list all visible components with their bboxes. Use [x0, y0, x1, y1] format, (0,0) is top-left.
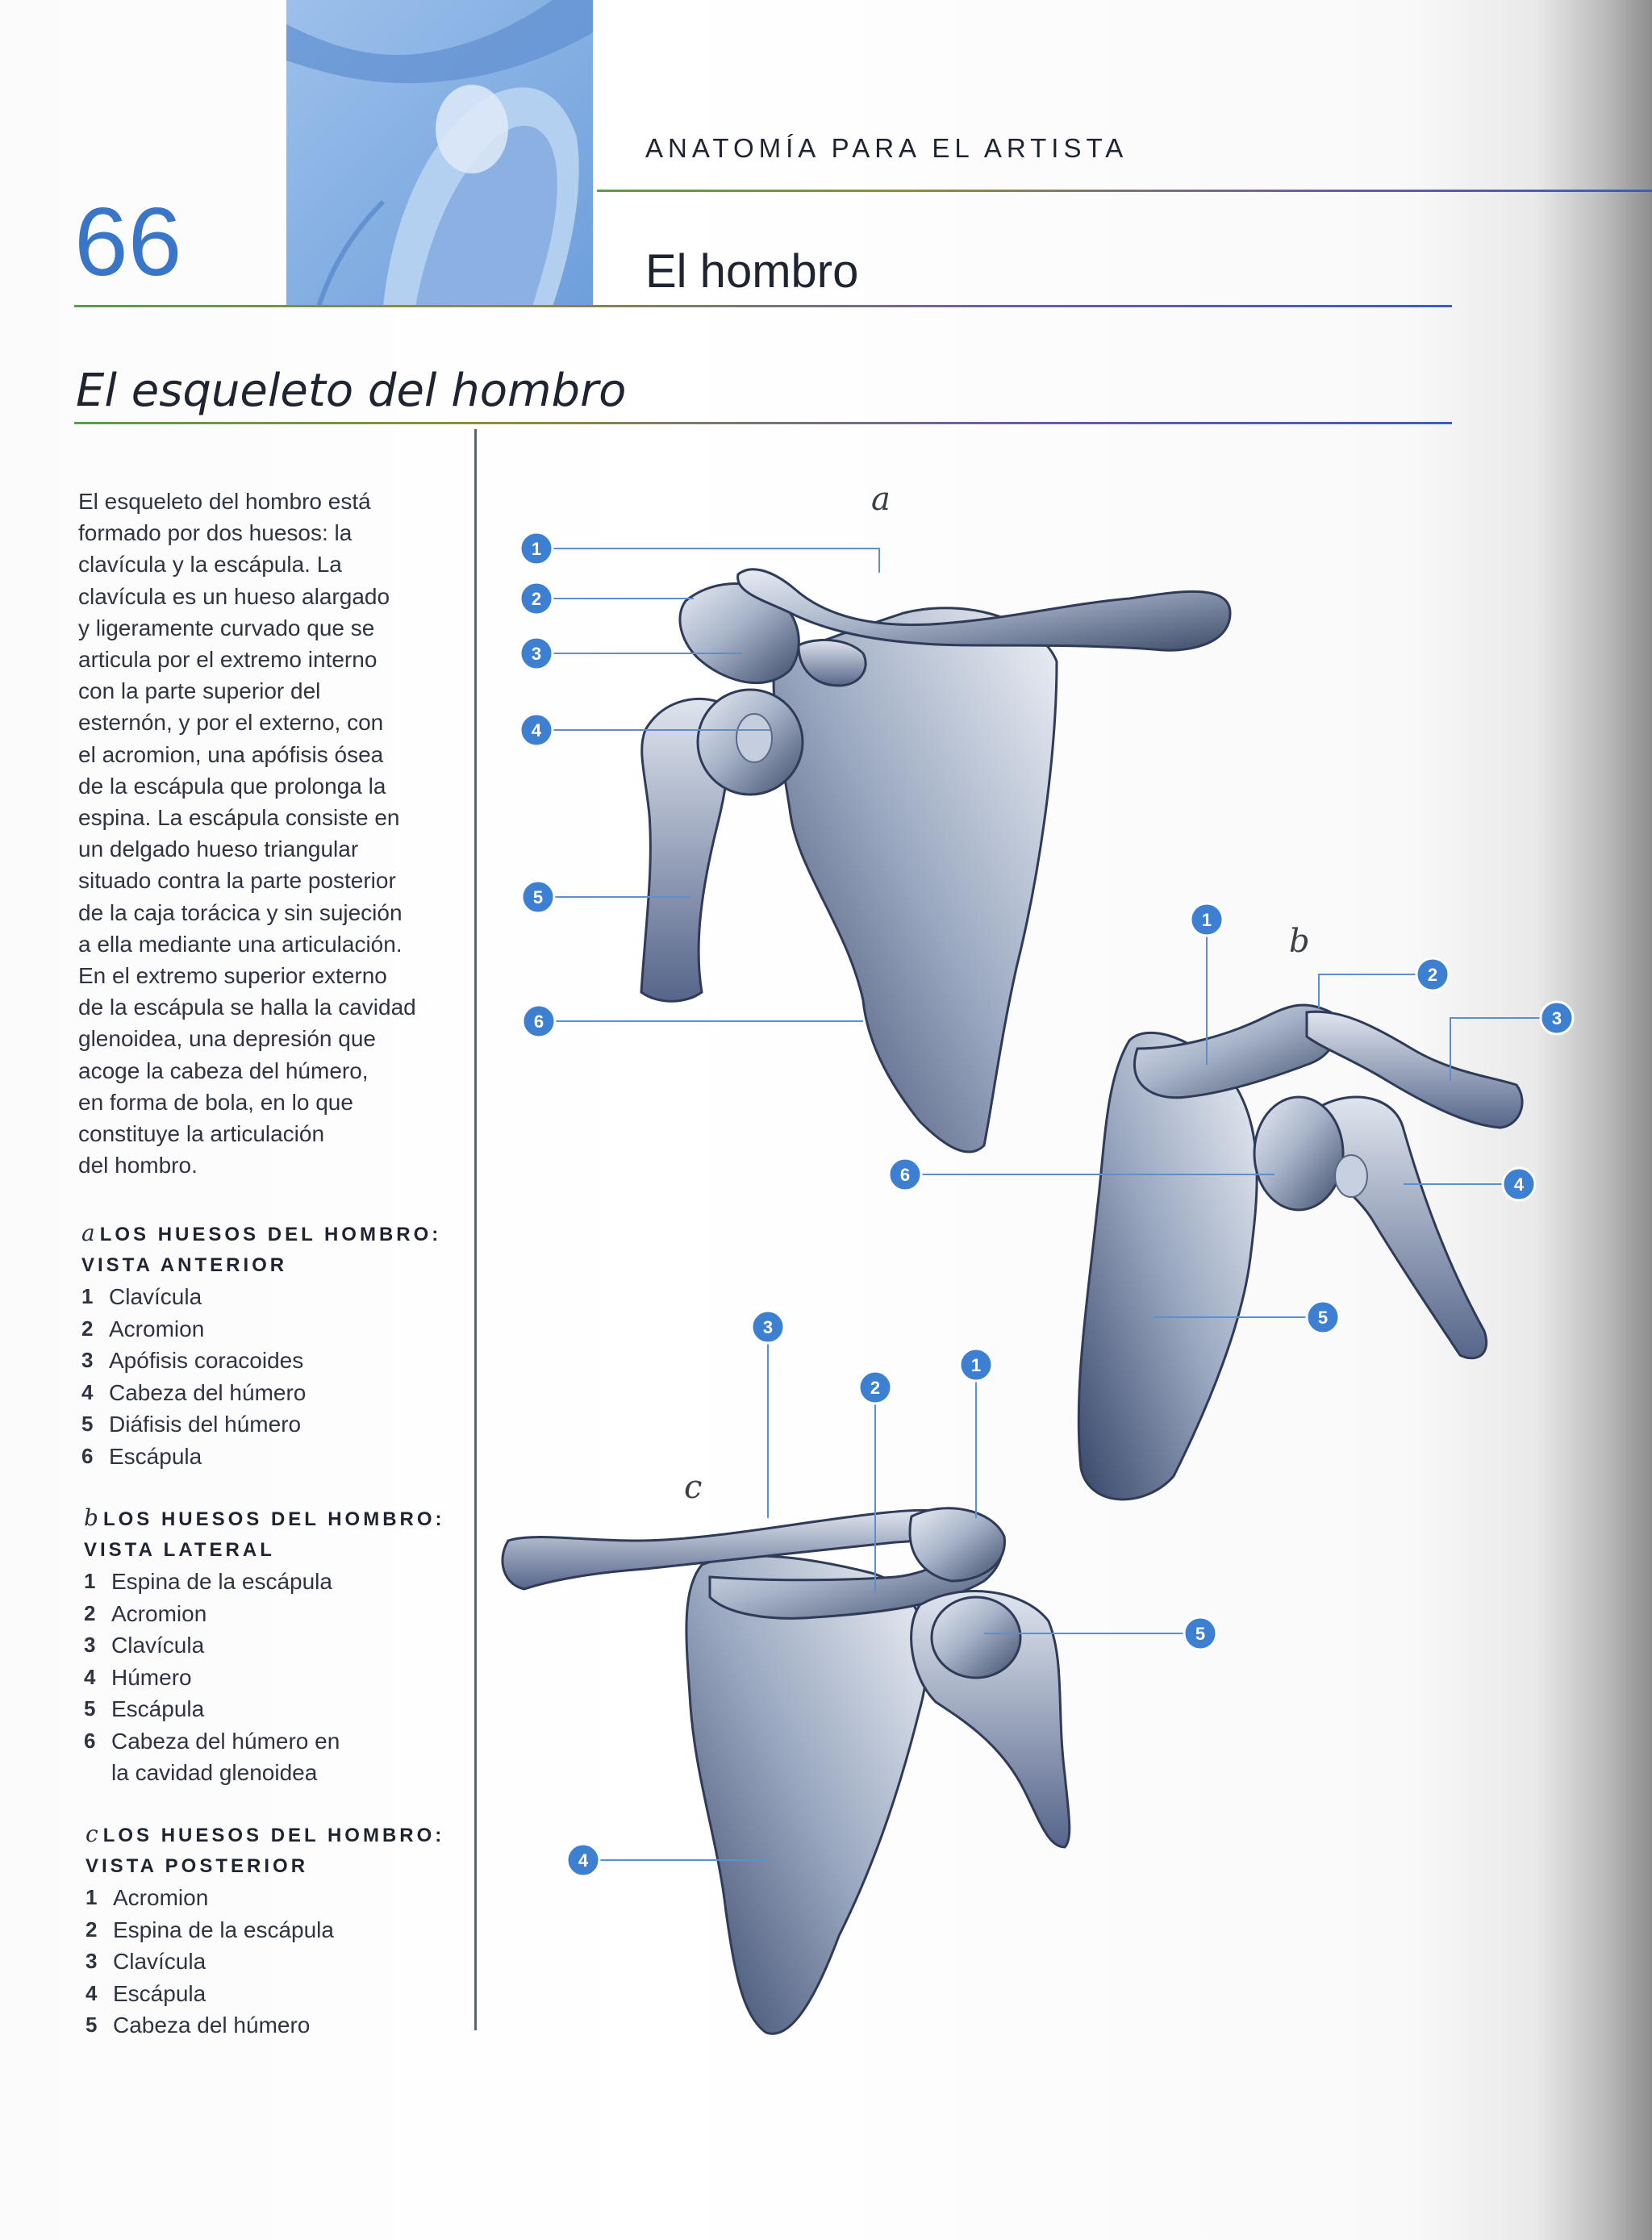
legend-item-label: Acromion [113, 1885, 209, 1910]
legend-item-label: Apófisis coracoides [109, 1348, 304, 1373]
svg-text:6: 6 [899, 1165, 911, 1185]
svg-text:4: 4 [531, 720, 542, 740]
running-head: ANATOMÍA PARA EL ARTISTA [645, 133, 1128, 163]
legend-item-number: 4 [86, 1980, 98, 2005]
legend-item-number: 3 [86, 1949, 98, 1973]
legend-item-number: 5 [84, 1696, 96, 1721]
intro-line: articula por el extremo interno [78, 647, 378, 673]
intro-line: esternón, y por el externo, con [78, 710, 384, 736]
figure-a-scapula [774, 608, 1057, 1152]
figure-c-humerus-head [932, 1597, 1020, 1678]
callout-a-5 [522, 881, 554, 913]
intro-line: clavícula y la escápula. La [78, 552, 342, 578]
legend-item-number: 2 [86, 1917, 98, 1942]
legend-item-label: Cabeza del húmero [109, 1379, 307, 1405]
figure-b-humerus-head [1254, 1097, 1343, 1210]
section-title: El esqueleto del hombro [76, 365, 627, 417]
callout-a-3 [520, 637, 553, 669]
svg-text:3: 3 [762, 1317, 774, 1337]
intro-line: El esqueleto del hombro está [78, 489, 371, 514]
svg-text:5: 5 [1195, 1624, 1206, 1644]
svg-text:6: 6 [533, 1012, 544, 1032]
callout-a-4 [520, 714, 553, 746]
intro-line: del hombro. [78, 1153, 198, 1178]
legend-item-number: 1 [81, 1284, 94, 1308]
svg-text:2: 2 [531, 589, 542, 609]
svg-text:1: 1 [1201, 910, 1212, 930]
figure-b-letter: b [1289, 923, 1310, 960]
callout-b-2 [1416, 958, 1449, 991]
callout-b-4 [1503, 1168, 1535, 1200]
figure-b-spine [1134, 1005, 1335, 1098]
intro-line: de la escápula se halla la cavidad [78, 995, 416, 1020]
legend-item-label: Escápula [109, 1443, 202, 1469]
legend-item-label: Clavícula [113, 1949, 206, 1974]
intro-line: situado contra la parte posterior [78, 868, 396, 894]
intro-line: un delgado hueso triangular [78, 836, 359, 862]
callout-b-3 [1541, 1002, 1573, 1034]
callout-c-5 [1184, 1617, 1216, 1650]
svg-text:1: 1 [970, 1355, 982, 1375]
legend-item-label: Acromion [109, 1316, 205, 1341]
legend-item-label: Espina de la escápula [111, 1569, 332, 1594]
legend-item-label: Húmero [111, 1664, 192, 1690]
legend-item-number: 1 [86, 1885, 98, 1909]
callout-a-2 [520, 582, 553, 615]
legend-item-number: 3 [81, 1348, 94, 1372]
intro-line: constituye la articulación [78, 1121, 325, 1147]
intro-line: de la caja torácica y sin sujeción [78, 899, 403, 925]
intro-line: acoge la cabeza del húmero, [78, 1057, 369, 1083]
legend-item-number: 4 [81, 1379, 94, 1404]
figure-a-callouts [520, 532, 555, 1037]
svg-text:2: 2 [1427, 965, 1438, 985]
svg-text:3: 3 [531, 644, 542, 664]
figure-a-letter: a [871, 481, 891, 518]
legend-item-label: Diáfisis del húmero [109, 1412, 302, 1437]
svg-text:5: 5 [1317, 1308, 1329, 1328]
legend-c-heading: c LOS HUESOS DEL HOMBRO: VISTA POSTERIOR [86, 1821, 445, 1877]
legend-a-heading: a LOS HUESOS DEL HOMBRO: VISTA ANTERIOR [81, 1220, 442, 1276]
svg-text:1: 1 [531, 539, 542, 559]
legend-item-number: 5 [81, 1412, 94, 1436]
chapter-title: El hombro [645, 245, 859, 298]
page-number: 66 [74, 188, 182, 296]
intro-line: el acromion, una apófisis ósea [78, 741, 384, 767]
legend-item-label: Espina de la escápula [113, 1917, 334, 1942]
legend-item-number: 6 [81, 1443, 94, 1468]
legend-item-label: Cabeza del húmero [113, 2013, 311, 2038]
legend-item-number: 2 [84, 1600, 96, 1625]
legend-item-label: Escápula [111, 1696, 205, 1721]
figure-b [1078, 923, 1522, 1500]
svg-text:4: 4 [578, 1850, 589, 1871]
intro-line: en forma de bola, en lo que [78, 1089, 353, 1115]
legend-item-number: 3 [84, 1633, 96, 1657]
legend-item-label: Cabeza del húmero en la cavidad glenoidea [111, 1728, 340, 1785]
legend-item-label: Acromion [111, 1600, 207, 1626]
svg-text:5: 5 [532, 887, 544, 907]
svg-text:4: 4 [1513, 1174, 1525, 1195]
callout-a-6 [523, 1005, 555, 1037]
intro-line: glenoidea, una depresión que [78, 1026, 376, 1052]
intro-line: y ligeramente curvado que se [78, 615, 375, 640]
legend-item-number: 1 [84, 1569, 96, 1593]
legend-item-number: 5 [86, 2013, 98, 2037]
intro-line: formado por dos huesos: la [78, 520, 353, 546]
intro-line: de la escápula que prolonga la [78, 773, 386, 799]
intro-line: En el extremo superior externo [78, 963, 387, 989]
legend-item-label: Clavícula [109, 1284, 202, 1309]
svg-text:2: 2 [870, 1378, 881, 1398]
svg-text:3: 3 [1551, 1008, 1562, 1028]
figure-b-scapula [1078, 1032, 1257, 1500]
legend-item-number: 6 [84, 1728, 96, 1753]
callout-a-1 [520, 532, 553, 565]
intro-line: espina. La escápula consiste en [78, 805, 400, 831]
legend-item-label: Escápula [113, 1980, 206, 2006]
callout-c-4 [567, 1844, 599, 1876]
intro-line: con la parte superior del [78, 678, 321, 704]
intro-line: clavícula es un hueso alargado [78, 583, 390, 609]
callout-c-2 [859, 1371, 891, 1404]
legend-item-number: 2 [81, 1316, 94, 1341]
legend-item-label: Clavícula [111, 1633, 205, 1658]
callout-b-6 [889, 1158, 921, 1191]
callout-b-1 [1191, 903, 1223, 936]
figure-c-letter: c [684, 1469, 703, 1506]
legend-item-number: 4 [84, 1664, 96, 1689]
figure-c-scapula [686, 1556, 927, 2034]
figure-a-clavicle [738, 569, 1230, 650]
callout-c-1 [960, 1349, 992, 1381]
callout-b-5 [1307, 1301, 1339, 1333]
figure-c [503, 1469, 1070, 2034]
callout-c-3 [752, 1311, 784, 1343]
intro-line: a ella mediante una articulación. [78, 931, 403, 957]
legend-b-heading: b LOS HUESOS DEL HOMBRO: VISTA LATERAL [84, 1504, 445, 1561]
